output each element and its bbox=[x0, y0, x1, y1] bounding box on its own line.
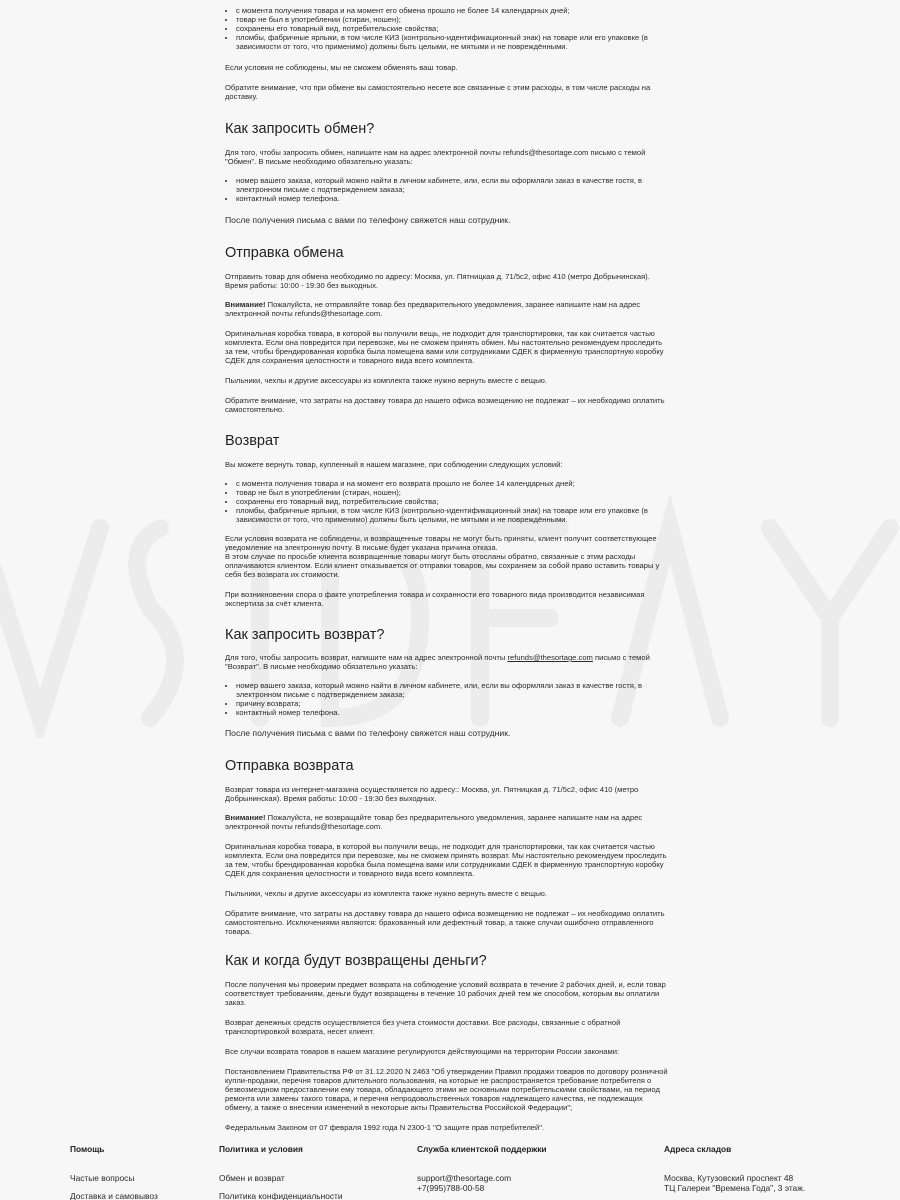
paragraph: После получения мы проверим предмет возврата на соблюдение условий возврата в течение 2 рабочих дней, и, если товар соответствует требованиям, деньги будут возвращены в течение 10 рабочих дней тем же способом, которым вы оплатили заказ. bbox=[225, 980, 666, 1007]
list-item: • пломбы, фабричные ярлыки, в том числе КИЗ (контрольно-идентификационный знак) на товаре или его упаковке (в зависимости от того, что применимо) должны быть целыми, не мятыми и не повреждёнными. bbox=[236, 33, 670, 51]
list-item: • номер вашего заказа, который можно найти в личном кабинете, или, если вы оформляли заказ в качестве гостя, в электронном письме с подтверждением заказа; bbox=[236, 176, 670, 194]
footer-heading: Политика и условия bbox=[219, 1144, 303, 1154]
paragraph: Возврат товара из интернет-магазина осуществляется по адресу:: Москва, ул. Пятницкая д. 71/5с2, офис 410 (метро Добрынинская). Время работы: 10:00 - 19:30 без выходных. bbox=[225, 785, 639, 803]
paragraph: После получения письма с вами по телефону свяжется наш сотрудник. bbox=[225, 215, 511, 225]
policy-content bbox=[225, 6, 670, 1132]
bullet-list bbox=[225, 176, 670, 203]
attention-label: Внимание! bbox=[225, 300, 266, 309]
paragraph: Пыльники, чехлы и другие аксессуары из комплекта также нужно вернуть вместе с вещью. bbox=[225, 889, 547, 898]
section-heading-send-exchange: Отправка обмена bbox=[225, 245, 344, 261]
paragraph: Оригинальная коробка товара, в которой вы получили вещь, не подходит для транспортировки, так как считается частью комплекта. Если она повредится при перевозке, мы не сможем принять обмен. Мы настоятельно рекомендуем проследить за тем, чтобы брендированная коробка была помещена вами или сотрудниками СДЕК в фирменную транспортную коробку СДЕК для сохранения целостности и товарного вида всего комплекта. bbox=[225, 329, 664, 365]
attention-text: Пожалуйста, не возвращайте товар без предварительного уведомления, заранее напишите нам на адрес электронной почты refunds@thesortage.com. bbox=[225, 813, 643, 831]
footer bbox=[0, 1138, 900, 1200]
paragraph bbox=[225, 300, 670, 318]
list-item: • сохранены его товарный вид, потребительские свойства; bbox=[236, 497, 670, 506]
paragraph: Возврат денежных средств осуществляется без учета стоимости доставки. Все расходы, связанные с обратной транспортировкой возврата, несет клиент. bbox=[225, 1018, 621, 1036]
list-item: • товар не был в употреблении (стиран, ношен); bbox=[236, 15, 670, 24]
list-item: • пломбы, фабричные ярлыки, в том числе КИЗ (контрольно-идентификационный знак) на товаре или его упаковке (в зависимости от того, что применимо) должны быть целыми, не мятыми и не повреждёнными. bbox=[236, 506, 670, 524]
footer-link-privacy[interactable]: Политика конфиденциальности bbox=[219, 1191, 343, 1200]
list-item: • с момента получения товара и на момент его возврата прошло не более 14 календарных дней; bbox=[236, 479, 670, 488]
paragraph: Обратите внимание, что при обмене вы самостоятельно несете все связанные с этим расходы, в том числе расходы на доставку. bbox=[225, 83, 651, 101]
paragraph: Постановлением Правительства РФ от 31.12.2020 N 2463 "Об утверждении Правил продажи товаров по договору розничной купли-продажи, перечня товаров длительного пользования, на которые не распространяется требование потребителя о безвозмездном предоставлении ему товара, обладающего этими же основными потребительскими свойствами, на период ремонта или замены такого товара, и перечня непродовольственных товаров надлежащего качества, не подлежащих обмену, а также о внесении изменений в некоторые акты Правительства Российской Федерации"; bbox=[225, 1067, 668, 1112]
exchange-conditions-list bbox=[225, 6, 670, 51]
paragraph: Если условия возврата не соблюдены, и возвращенные товары не могут быть приняты, клиент получит соответствующее уведомление на электронную почту. В письме будет указана причина отказа. bbox=[225, 534, 657, 552]
support-email-link[interactable]: support@thesortage.com bbox=[417, 1173, 512, 1183]
paragraph: После получения письма с вами по телефону свяжется наш сотрудник. bbox=[225, 728, 511, 738]
intro-text: Для того, чтобы запросить возврат, напишите нам на адрес электронной почты bbox=[225, 653, 508, 662]
section-heading-refund: Как и когда будут возвращены деньги? bbox=[225, 953, 487, 969]
refunds-email-link[interactable]: refunds@thesortage.com bbox=[507, 653, 593, 662]
section-heading-request-exchange: Как запросить обмен? bbox=[225, 121, 375, 137]
section-heading-request-return: Как запросить возврат? bbox=[225, 627, 385, 643]
paragraph: Все случаи возврата товаров в нашем магазине регулируются действующими на территории России законами: bbox=[225, 1047, 620, 1056]
warehouse-address: Москва, Кутузовский проспект 48 bbox=[664, 1173, 794, 1183]
paragraph: Для того, чтобы запросить обмен, напишите нам на адрес электронной почты refunds@thesortage.com письмо с темой "Обмен". В письме необходимо обязательно указать: bbox=[225, 148, 646, 166]
footer-policy-column bbox=[219, 1144, 343, 1200]
paragraph: Федеральным Законом от 07 февраля 1992 года N 2300-1 "О защите прав потребителей". bbox=[225, 1123, 545, 1132]
return-conditions-list bbox=[225, 479, 670, 524]
warehouse-address: ТЦ Галереи "Времена Года", 3 этаж. bbox=[664, 1183, 806, 1193]
footer-link-exchange-return[interactable]: Обмен и возврат bbox=[219, 1173, 285, 1183]
paragraph: Обратите внимание, что затраты на доставку товара до нашего офиса возмещению не подлежат – их необходимо оплатить самостоятельно. bbox=[225, 396, 665, 414]
list-item: • контактный номер телефона. bbox=[236, 194, 670, 203]
footer-heading: Адреса складов bbox=[664, 1144, 732, 1154]
intro-text: письмо с темой "Возврат". В письме необходимо обязательно указать: bbox=[225, 653, 650, 671]
paragraph: При возникновении спора о факте употребления товара и сохранности его товарного вида производится независимая экспертиза за счёт клиента. bbox=[225, 590, 645, 608]
support-phone-link[interactable]: +7(995)788-00-58 bbox=[417, 1183, 485, 1193]
list-item: • сохранены его товарный вид, потребительские свойства; bbox=[236, 24, 670, 33]
footer-heading: Служба клиентской поддержки bbox=[417, 1144, 547, 1154]
paragraph: Вы можете вернуть товар, купленный в нашем магазине, при соблюдении следующих условий: bbox=[225, 460, 563, 469]
paragraph: В этом случае по просьбе клиента возвращенные товары могут быть отосланы обратно, связанные с этим расходы оплачиваются клиентом. Если клиент отказывается от отправки товаров, мы сохраняем за собой право оставить товары у себя без возврата их стоимости. bbox=[225, 552, 660, 579]
paragraph: Если условия не соблюдены, мы не сможем обменять ваш товар. bbox=[225, 63, 458, 72]
footer-warehouses-column bbox=[664, 1144, 805, 1193]
paragraph: Оригинальная коробка товара, в которой вы получили вещь, не подходит для транспортировки, так как считается частью комплекта. Если она повредится при перевозке, мы не сможем принять возврат. Мы настоятельно рекомендуем проследить за тем, чтобы брендированная коробка была помещена вами или сотрудниками СДЕК в фирменную транспортную коробку СДЕК для сохранения целостности и товарного вида всего комплекта. bbox=[225, 842, 667, 878]
paragraph: Отправить товар для обмена необходимо по адресу: Москва, ул. Пятницкая д. 71/5с2, офис 410 (метро Добрынинская). Время работы: 10:00 - 19:30 без выходных. bbox=[225, 272, 650, 290]
paragraph bbox=[225, 653, 670, 671]
attention-text: Пожалуйста, не отправляйте товар без предварительного уведомления, заранее напишите нам на адрес электронной почты refunds@thesortage.com. bbox=[225, 300, 641, 318]
paragraph: Пыльники, чехлы и другие аксессуары из комплекта также нужно вернуть вместе с вещью. bbox=[225, 376, 547, 385]
paragraph bbox=[225, 813, 670, 831]
list-item: • с момента получения товара и на момент его обмена прошло не более 14 календарных дней; bbox=[236, 6, 670, 15]
footer-support-column bbox=[417, 1144, 547, 1193]
list-item: • товар не был в употреблении (стиран, ношен); bbox=[236, 488, 670, 497]
footer-help-column bbox=[70, 1144, 158, 1200]
footer-heading: Помощь bbox=[70, 1144, 105, 1154]
footer-link-delivery[interactable]: Доставка и самовывоз bbox=[70, 1191, 158, 1200]
footer-link-faq[interactable]: Частые вопросы bbox=[70, 1173, 135, 1183]
bullet-list bbox=[225, 681, 670, 717]
section-heading-send-return: Отправка возврата bbox=[225, 758, 354, 774]
section-heading-returns: Возврат bbox=[225, 433, 280, 449]
list-item: • причину возврата; bbox=[236, 699, 670, 708]
list-item: • номер вашего заказа, который можно найти в личном кабинете, или, если вы оформляли заказ в качестве гостя, в электронном письме с подтверждением заказа; bbox=[236, 681, 670, 699]
paragraph: Обратите внимание, что затраты на доставку товара до нашего офиса возмещению не подлежат – их необходимо оплатить самостоятельно. Исключениями являются: бракованный или дефектный товар, а также случаи ошибочно отправленного товара. bbox=[225, 909, 665, 936]
list-item: • контактный номер телефона. bbox=[236, 708, 670, 717]
attention-label: Внимание! bbox=[225, 813, 266, 822]
